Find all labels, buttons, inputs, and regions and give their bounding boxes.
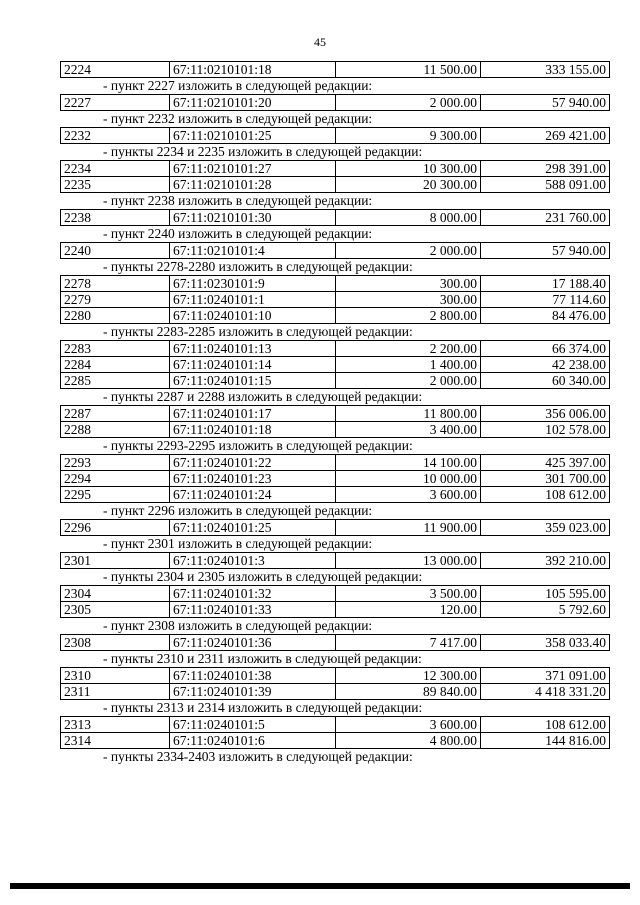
cadastral-number-cell: 67:11:0240101:36 [170, 635, 336, 651]
table-row [61, 210, 610, 226]
cadastral-value-cell: 301 700.00 [481, 471, 610, 487]
land-plot-table [60, 340, 610, 389]
area-cell: 3 600.00 [336, 487, 481, 503]
land-plot-table [60, 61, 610, 78]
cadastral-number-cell: 67:11:0240101:23 [170, 471, 336, 487]
cadastral-value-cell: 392 210.00 [481, 553, 610, 569]
cadastral-number-cell: 67:11:0240101:38 [170, 668, 336, 684]
item-number-cell: 2232 [61, 128, 170, 144]
table-row [61, 684, 610, 700]
cadastral-value-cell: 84 476.00 [481, 308, 610, 324]
table-row [61, 373, 610, 389]
cadastral-value-cell: 5 792.60 [481, 602, 610, 618]
land-plot-table [60, 716, 610, 749]
amendment-sections [60, 78, 610, 749]
land-plot-table [60, 405, 610, 438]
table-row [61, 276, 610, 292]
cadastral-value-cell: 108 612.00 [481, 487, 610, 503]
section-heading: - пункты 2313 и 2314 изложить в следующей редакции: [103, 700, 423, 715]
area-cell: 11 500.00 [336, 62, 481, 78]
amendment-section [60, 193, 610, 226]
area-cell: 4 800.00 [336, 733, 481, 749]
cadastral-value-cell: 359 023.00 [481, 520, 610, 536]
item-number-cell: 2227 [61, 95, 170, 111]
cadastral-number-cell: 67:11:0240101:10 [170, 308, 336, 324]
section-heading: - пункт 2232 изложить в следующей редакции: [103, 111, 373, 126]
table-row [61, 471, 610, 487]
table-row [61, 62, 610, 78]
section-heading: - пункты 2310 и 2311 изложить в следующей редакции: [103, 651, 422, 666]
area-cell: 120.00 [336, 602, 481, 618]
table-row [61, 487, 610, 503]
section-heading: - пункт 2296 изложить в следующей редакции: [103, 503, 373, 518]
area-cell: 3 400.00 [336, 422, 481, 438]
amendment-section [60, 651, 610, 700]
cadastral-number-cell: 67:11:0240101:6 [170, 733, 336, 749]
cadastral-number-cell: 67:11:0240101:32 [170, 586, 336, 602]
table-row [61, 422, 610, 438]
cadastral-value-cell: 231 760.00 [481, 210, 610, 226]
cadastral-number-cell: 67:11:0210101:18 [170, 62, 336, 78]
cadastral-number-cell: 67:11:0240101:17 [170, 406, 336, 422]
amendment-section [60, 226, 610, 259]
cadastral-number-cell: 67:11:0210101:4 [170, 243, 336, 259]
table-row [61, 717, 610, 733]
item-number-cell: 2293 [61, 455, 170, 471]
cadastral-number-cell: 67:11:0210101:28 [170, 177, 336, 193]
section-heading: - пункты 2293-2295 изложить в следующей редакции: [103, 438, 413, 453]
cadastral-value-cell: 60 340.00 [481, 373, 610, 389]
item-number-cell: 2313 [61, 717, 170, 733]
area-cell: 12 300.00 [336, 668, 481, 684]
amendment-section [60, 618, 610, 651]
table-row [61, 553, 610, 569]
cadastral-value-cell: 144 816.00 [481, 733, 610, 749]
section-heading: - пункты 2278-2280 изложить в следующей редакции: [103, 259, 413, 274]
bottom-rule [10, 883, 630, 889]
table-row [61, 308, 610, 324]
amendment-section [60, 259, 610, 324]
cadastral-value-cell: 298 391.00 [481, 161, 610, 177]
cadastral-value-cell: 42 238.00 [481, 357, 610, 373]
item-number-cell: 2305 [61, 602, 170, 618]
cadastral-number-cell: 67:11:0210101:20 [170, 95, 336, 111]
land-plot-table [60, 127, 610, 144]
amendment-section [60, 569, 610, 618]
item-number-cell: 2283 [61, 341, 170, 357]
item-number-cell: 2234 [61, 161, 170, 177]
cadastral-number-cell: 67:11:0210101:30 [170, 210, 336, 226]
area-cell: 2 000.00 [336, 243, 481, 259]
cadastral-value-cell: 425 397.00 [481, 455, 610, 471]
table-row [61, 635, 610, 651]
table-row [61, 455, 610, 471]
table-row [61, 292, 610, 308]
area-cell: 13 000.00 [336, 553, 481, 569]
land-plot-table [60, 634, 610, 651]
amendment-section [60, 324, 610, 389]
cadastral-value-cell: 77 114.60 [481, 292, 610, 308]
item-number-cell: 2224 [61, 62, 170, 78]
area-cell: 11 900.00 [336, 520, 481, 536]
area-cell: 8 000.00 [336, 210, 481, 226]
cadastral-value-cell: 102 578.00 [481, 422, 610, 438]
cadastral-value-cell: 358 033.40 [481, 635, 610, 651]
item-number-cell: 2240 [61, 243, 170, 259]
cadastral-number-cell: 67:11:0240101:15 [170, 373, 336, 389]
area-cell: 11 800.00 [336, 406, 481, 422]
item-number-cell: 2311 [61, 684, 170, 700]
item-number-cell: 2308 [61, 635, 170, 651]
area-cell: 14 100.00 [336, 455, 481, 471]
cadastral-value-cell: 108 612.00 [481, 717, 610, 733]
cadastral-value-cell: 105 595.00 [481, 586, 610, 602]
item-number-cell: 2287 [61, 406, 170, 422]
cadastral-number-cell: 67:11:0240101:33 [170, 602, 336, 618]
land-plot-table [60, 667, 610, 700]
area-cell: 3 500.00 [336, 586, 481, 602]
area-cell: 89 840.00 [336, 684, 481, 700]
item-number-cell: 2295 [61, 487, 170, 503]
item-number-cell: 2314 [61, 733, 170, 749]
cadastral-number-cell: 67:11:0240101:24 [170, 487, 336, 503]
amendment-section [60, 438, 610, 503]
cadastral-number-cell: 67:11:0240101:25 [170, 520, 336, 536]
table-row [61, 243, 610, 259]
cadastral-number-cell: 67:11:0240101:3 [170, 553, 336, 569]
cadastral-number-cell: 67:11:0240101:5 [170, 717, 336, 733]
cadastral-value-cell: 371 091.00 [481, 668, 610, 684]
area-cell: 9 300.00 [336, 128, 481, 144]
area-cell: 2 000.00 [336, 373, 481, 389]
area-cell: 20 300.00 [336, 177, 481, 193]
land-plot-table [60, 94, 610, 111]
item-number-cell: 2284 [61, 357, 170, 373]
land-plot-table [60, 552, 610, 569]
area-cell: 300.00 [336, 292, 481, 308]
cadastral-value-cell: 333 155.00 [481, 62, 610, 78]
section-heading: - пункт 2240 изложить в следующей редакции: [103, 226, 373, 241]
area-cell: 2 000.00 [336, 95, 481, 111]
cadastral-number-cell: 67:11:0240101:18 [170, 422, 336, 438]
cadastral-number-cell: 67:11:0210101:25 [170, 128, 336, 144]
table-row [61, 177, 610, 193]
item-number-cell: 2304 [61, 586, 170, 602]
area-cell: 10 000.00 [336, 471, 481, 487]
item-number-cell: 2288 [61, 422, 170, 438]
cadastral-value-cell: 57 940.00 [481, 95, 610, 111]
section-heading: - пункт 2238 изложить в следующей редакции: [103, 193, 373, 208]
item-number-cell: 2235 [61, 177, 170, 193]
amendment-section [60, 700, 610, 749]
land-plot-table [60, 585, 610, 618]
table-row [61, 668, 610, 684]
item-number-cell: 2296 [61, 520, 170, 536]
area-cell: 10 300.00 [336, 161, 481, 177]
land-plot-table [60, 519, 610, 536]
amendment-section [60, 144, 610, 193]
cadastral-value-cell: 588 091.00 [481, 177, 610, 193]
section-heading: - пункты 2287 и 2288 изложить в следующей редакции: [103, 389, 423, 404]
cadastral-number-cell: 67:11:0210101:27 [170, 161, 336, 177]
table-row [61, 95, 610, 111]
amendment-section [60, 78, 610, 111]
area-cell: 2 800.00 [336, 308, 481, 324]
table-row [61, 602, 610, 618]
section-heading-final: - пункты 2334-2403 изложить в следующей редакции: [103, 749, 413, 764]
area-cell: 7 417.00 [336, 635, 481, 651]
cadastral-number-cell: 67:11:0240101:14 [170, 357, 336, 373]
land-plot-table [60, 160, 610, 193]
table-row [61, 733, 610, 749]
item-number-cell: 2238 [61, 210, 170, 226]
section-heading: - пункт 2308 изложить в следующей редакции: [103, 618, 373, 633]
amendment-section [60, 503, 610, 536]
table-row [61, 586, 610, 602]
section-heading: - пункт 2227 изложить в следующей редакции: [103, 78, 373, 93]
land-plot-table [60, 242, 610, 259]
cadastral-value-cell: 356 006.00 [481, 406, 610, 422]
area-cell: 1 400.00 [336, 357, 481, 373]
item-number-cell: 2278 [61, 276, 170, 292]
section-heading: - пункты 2283-2285 изложить в следующей редакции: [103, 324, 413, 339]
section-heading: - пункты 2304 и 2305 изложить в следующей редакции: [103, 569, 423, 584]
cadastral-number-cell: 67:11:0240101:39 [170, 684, 336, 700]
cadastral-number-cell: 67:11:0240101:22 [170, 455, 336, 471]
table-row [61, 357, 610, 373]
table-row [61, 161, 610, 177]
amendment-section [60, 111, 610, 144]
item-number-cell: 2279 [61, 292, 170, 308]
cadastral-number-cell: 67:11:0240101:1 [170, 292, 336, 308]
document-body [60, 61, 610, 765]
cadastral-value-cell: 17 188.40 [481, 276, 610, 292]
table-row [61, 406, 610, 422]
item-number-cell: 2310 [61, 668, 170, 684]
cadastral-value-cell: 4 418 331.20 [481, 684, 610, 700]
land-plot-table [60, 209, 610, 226]
cadastral-number-cell: 67:11:0230101:9 [170, 276, 336, 292]
section-heading: - пункты 2234 и 2235 изложить в следующей редакции: [103, 144, 423, 159]
table-row [61, 128, 610, 144]
item-number-cell: 2301 [61, 553, 170, 569]
table-row [61, 341, 610, 357]
cadastral-number-cell: 67:11:0240101:13 [170, 341, 336, 357]
area-cell: 300.00 [336, 276, 481, 292]
cadastral-value-cell: 66 374.00 [481, 341, 610, 357]
amendment-section [60, 389, 610, 438]
land-plot-table [60, 275, 610, 324]
cadastral-value-cell: 269 421.00 [481, 128, 610, 144]
item-number-cell: 2285 [61, 373, 170, 389]
area-cell: 2 200.00 [336, 341, 481, 357]
table-row [61, 520, 610, 536]
area-cell: 3 600.00 [336, 717, 481, 733]
amendment-section [60, 536, 610, 569]
land-plot-table [60, 454, 610, 503]
page-number: 45 [314, 35, 326, 49]
item-number-cell: 2280 [61, 308, 170, 324]
item-number-cell: 2294 [61, 471, 170, 487]
section-heading: - пункт 2301 изложить в следующей редакции: [103, 536, 373, 551]
cadastral-value-cell: 57 940.00 [481, 243, 610, 259]
